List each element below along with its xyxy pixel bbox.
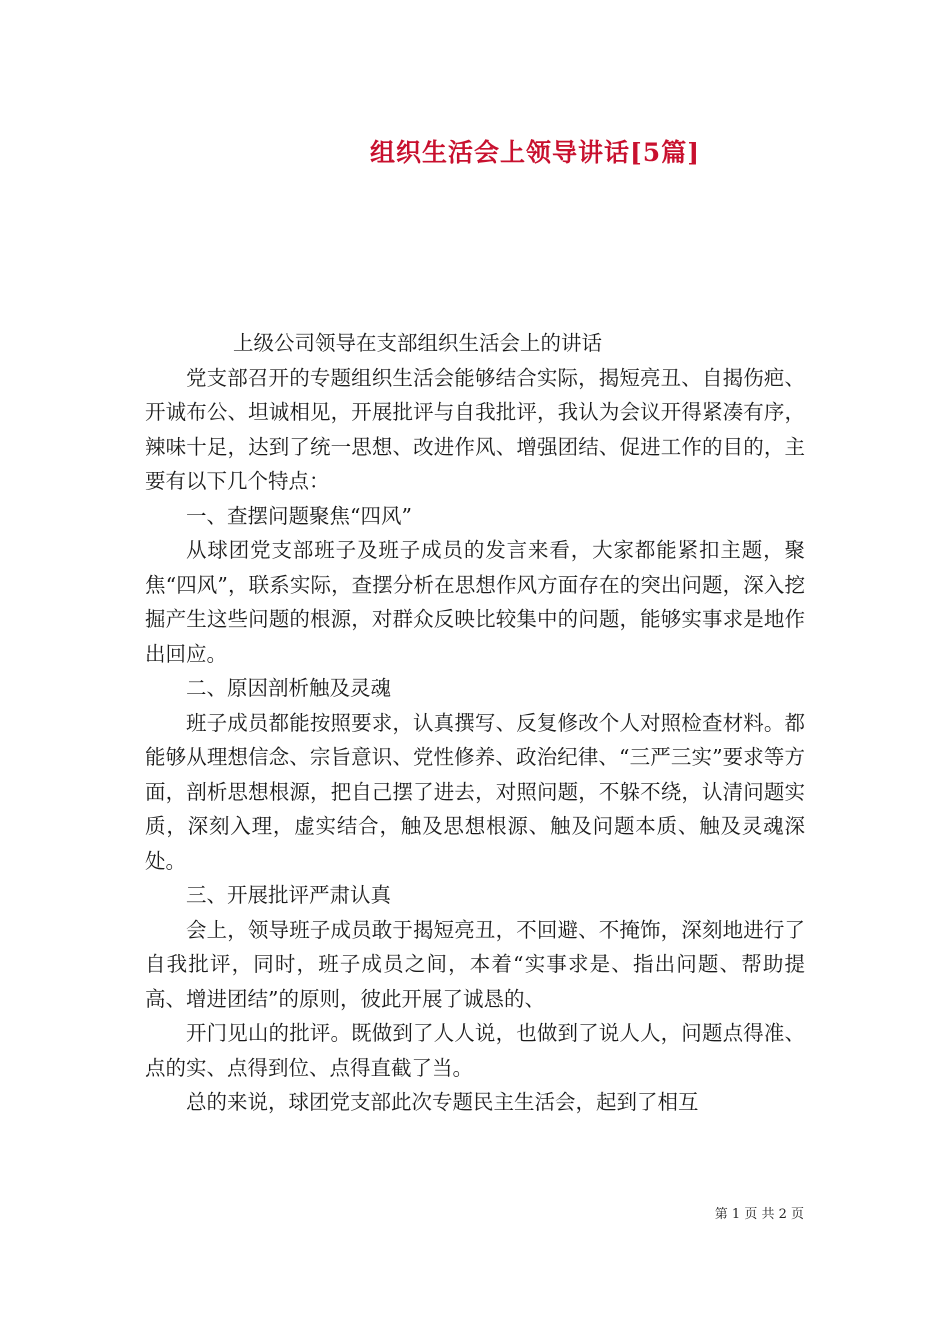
document-body	[145, 326, 805, 1120]
document-subtitle: 上级公司领导在支部组织生活会上的讲话	[233, 331, 602, 355]
paragraph: 党支部召开的专题组织生活会能够结合实际，揭短亮丑、自揭伤疤、开诚布公、坦诚相见，开展批评与自我批评，我认为会议开得紧凑有序，辣味十足，达到了统一思想、改进作风、增强团结、促进工作的目的，主要有以下几个特点：	[145, 365, 805, 493]
paragraph: 总的来说，球团党支部此次专题民主生活会，起到了相互	[186, 1090, 699, 1114]
paragraph: 会上，领导班子成员敢于揭短亮丑，不回避、不掩饰，深刻地进行了自我批评，同时，班子成员之间，本着“实事求是、指出问题、帮助提高、增进团结”的原则，彼此开展了诚恳的、	[145, 917, 805, 1011]
paragraph: 从球团党支部班子及班子成员的发言来看，大家都能紧扣主题，聚焦“四风”，联系实际，查摆分析在思想作风方面存在的突出问题，深入挖掘产生这些问题的根源，对群众反映比较集中的问题，能够实事求是地作出回应。	[145, 538, 805, 666]
paragraph: 开门见山的批评。既做到了人人说，也做到了说人人，问题点得准、点的实、点得到位、点得直截了当。	[145, 1021, 805, 1080]
page-footer: 第 1 页 共 2 页	[714, 1207, 804, 1222]
section-heading: 二、原因剖析触及灵魂	[186, 676, 391, 700]
paragraph: 班子成员都能按照要求，认真撰写、反复修改个人对照检查材料。都能够从理想信念、宗旨意识、党性修养、政治纪律、“三严三实”要求等方面，剖析思想根源，把自己摆了进去，对照问题，不躲不绕，认清问题实质，深刻入理，虚实结合，触及思想根源、触及问题本质、触及灵魂深处。	[145, 710, 805, 873]
section-heading: 三、开展批评严肃认真	[186, 883, 391, 907]
section-heading: 一、查摆问题聚焦“四风”	[186, 503, 412, 528]
document-title: 组织生活会上领导讲话[5篇]	[369, 138, 701, 167]
